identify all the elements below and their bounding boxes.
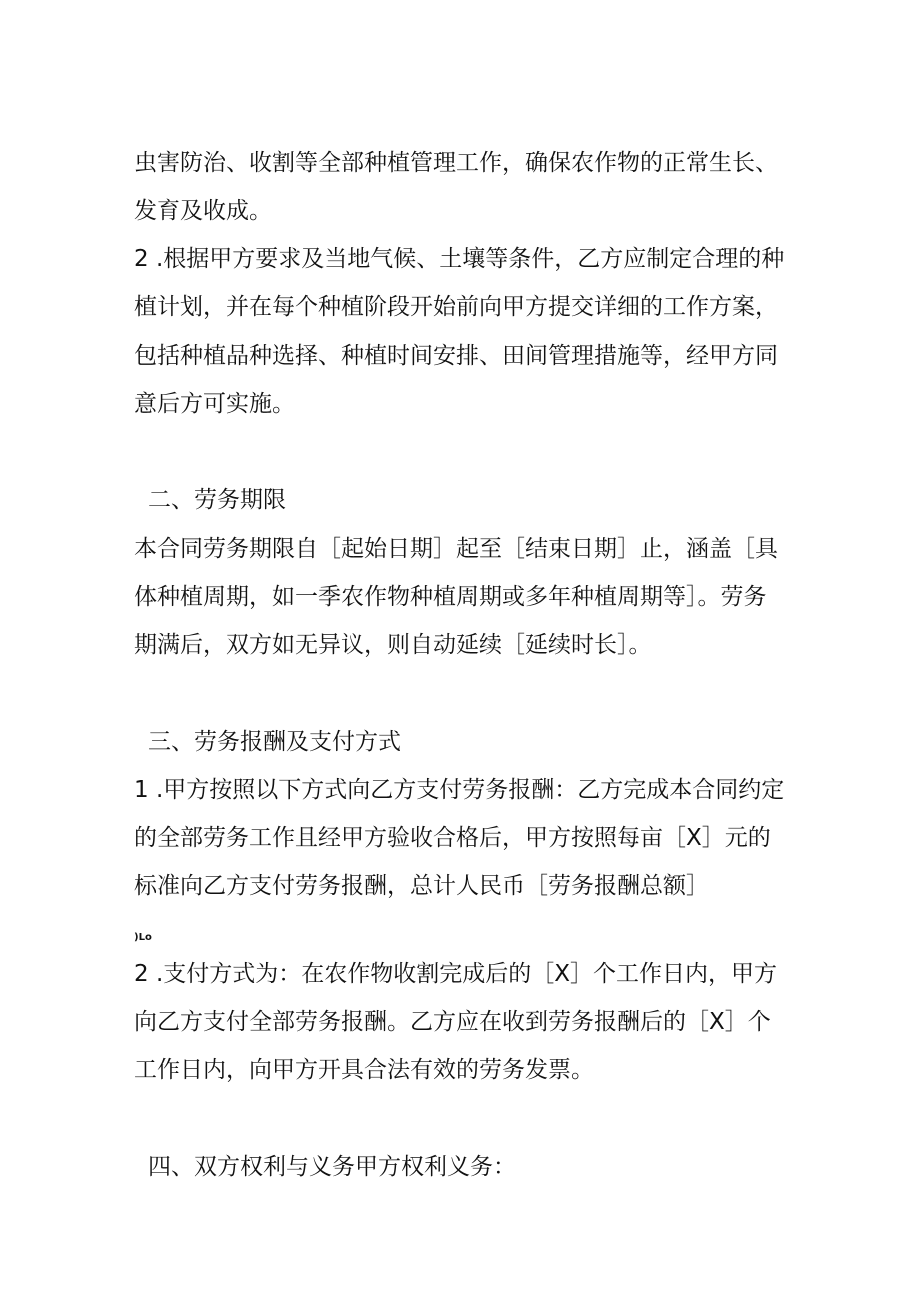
list-item-line: 1 .甲方按照以下方式向乙方支付劳务报酬：乙方完成本合同约定 xyxy=(134,777,785,803)
section-heading: 二、劳务期限 xyxy=(148,487,286,513)
paragraph-line: 本合同劳务期限自［起始日期］起至［结束日期］止，涵盖［具 xyxy=(134,536,778,562)
list-item-line: 2 .根据甲方要求及当地气候、土壤等条件，乙方应制定合理的种 xyxy=(134,246,785,272)
list-item-line: 的全部劳务工作且经甲方验收合格后，甲方按照每亩［X］元的 xyxy=(134,825,771,851)
paragraph-line: 期满后，双方如无异议，则自动延续［延续时长］。 xyxy=(134,632,652,658)
list-item-line: 2 .支付方式为：在农作物收割完成后的［X］个工作日内，甲方 xyxy=(134,961,778,987)
list-item-line: 工作日内，向甲方开具合法有效的劳务发票。 xyxy=(134,1057,594,1083)
list-item-line: 标准向乙方支付劳务报酬，总计人民币［劳务报酬总额］ xyxy=(134,873,709,899)
paragraph-line: 体种植周期，如一季农作物种植周期或多年种植周期等］。劳务 xyxy=(134,584,767,610)
section-heading: 四、双方权利与义务甲方权利义务： xyxy=(148,1154,516,1180)
list-item-line: 植计划，并在每个种植阶段开始前向甲方提交详细的工作方案， xyxy=(134,294,778,320)
paragraph-line: 发育及收成。 xyxy=(134,198,272,224)
list-item-line: 意后方可实施。 xyxy=(134,391,295,417)
paragraph-line: 虫害防治、收割等全部种植管理工作，确保农作物的正常生长、 xyxy=(134,150,778,176)
section-heading: 三、劳务报酬及支付方式 xyxy=(148,729,401,755)
list-item-line: 包括种植品种选择、种植时间安排、田间管理措施等，经甲方同 xyxy=(134,343,778,369)
scan-artifact-text: )Lo xyxy=(134,932,152,943)
list-item-line: 向乙方支付全部劳务报酬。乙方应在收到劳务报酬后的［X］个 xyxy=(134,1009,771,1035)
